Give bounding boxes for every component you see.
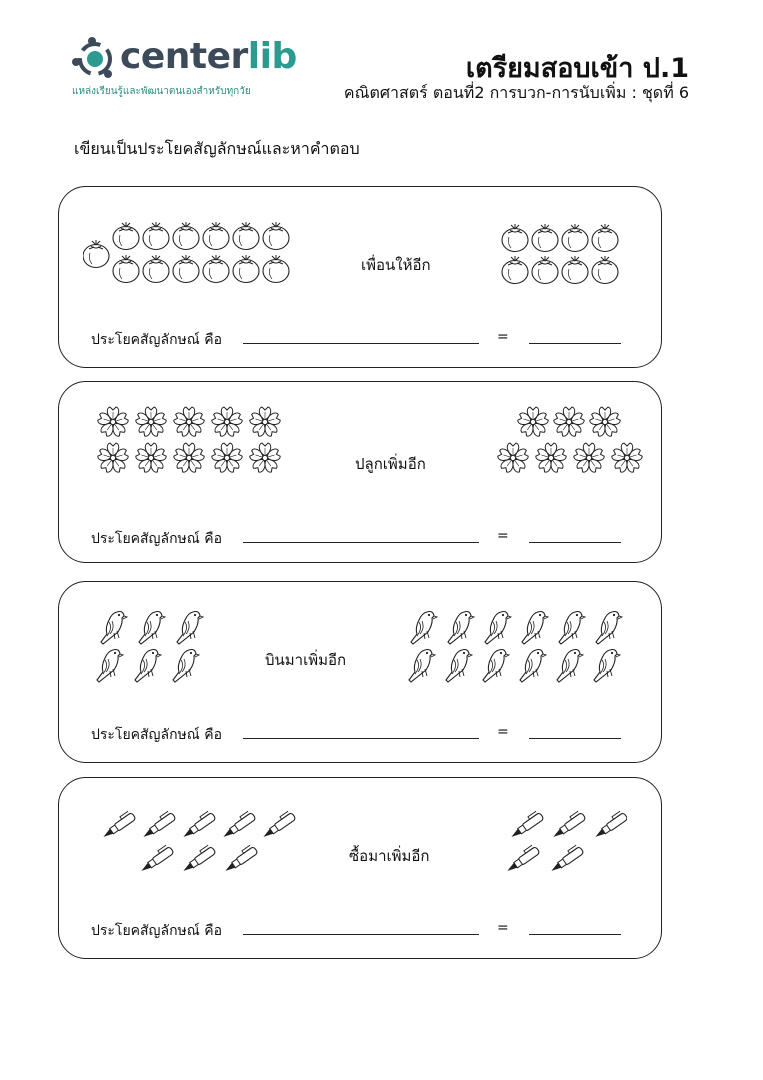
bird-icon <box>446 650 472 683</box>
problem-card-2 <box>58 381 662 563</box>
centerlib-logo <box>72 36 302 98</box>
left-item-group <box>93 402 293 478</box>
bird-icon <box>594 650 620 683</box>
page-subtitle: คณิตศาสตร์ ตอนที่2 การบวก-การนับเพิ่ม : ชุดที่ 6 <box>343 83 689 102</box>
answer-blank-sentence[interactable] <box>243 329 479 344</box>
logo-word-part2: lib <box>247 36 297 77</box>
tomato-icon <box>203 222 229 250</box>
tomato-icon <box>143 255 169 283</box>
bird-icon <box>97 650 123 683</box>
logo-icon <box>72 36 118 82</box>
pen-icon <box>137 844 174 874</box>
answer-blank-result[interactable] <box>529 329 621 344</box>
bird-icon <box>483 650 509 683</box>
problem-card-3 <box>58 581 662 763</box>
right-item-group <box>499 221 629 287</box>
pen-icon <box>219 810 256 840</box>
tomato-icon <box>502 224 528 252</box>
bird-icon <box>411 612 437 645</box>
bird-icon <box>557 650 583 683</box>
problem-phrase: เพื่อนให้อีก <box>361 256 431 274</box>
symbolic-sentence-label: ประโยคสัญลักษณ์ คือ <box>91 332 222 348</box>
equals-sign: = <box>497 920 509 936</box>
problem-card-1 <box>58 186 662 368</box>
equals-sign: = <box>497 528 509 544</box>
flower-icon <box>211 407 243 437</box>
pen-icon <box>139 810 176 840</box>
tomato-icon <box>532 224 558 252</box>
answer-blank-result[interactable] <box>529 724 621 739</box>
tomato-icon <box>143 222 169 250</box>
tomato-icon <box>263 222 289 250</box>
bird-icon <box>485 612 511 645</box>
bird-icon <box>173 650 199 683</box>
flower-icon <box>97 443 129 473</box>
logo-wordmark <box>120 34 297 80</box>
flower-icon <box>135 407 167 437</box>
symbolic-sentence-label: ประโยคสัญลักษณ์ คือ <box>91 727 222 743</box>
tomato-icon <box>83 240 109 268</box>
answer-blank-result[interactable] <box>529 920 621 935</box>
flower-icon <box>535 443 567 473</box>
tomato-icon <box>592 256 618 284</box>
bird-icon <box>135 650 161 683</box>
pen-icon <box>591 810 627 840</box>
right-item-group <box>401 602 631 688</box>
flower-icon <box>573 443 605 473</box>
problem-phrase: ซื้อมาเพิ่มอีก <box>349 847 430 865</box>
pen-icon <box>179 810 216 840</box>
tomato-icon <box>592 224 618 252</box>
bird-icon <box>520 650 546 683</box>
flower-icon <box>611 443 643 473</box>
pen-icon <box>221 844 258 874</box>
flower-icon <box>135 443 167 473</box>
logo-tagline: แหล่งเรียนรู้และพัฒนาตนเองสำหรับทุกวัย <box>72 86 251 97</box>
tomato-icon <box>562 224 588 252</box>
left-item-group <box>95 806 305 880</box>
flower-icon <box>211 443 243 473</box>
left-item-group <box>83 217 293 287</box>
tomato-icon <box>233 222 259 250</box>
pen-icon <box>179 844 216 874</box>
pen-icon <box>549 810 586 840</box>
symbolic-sentence-label: ประโยคสัญลักษณ์ คือ <box>91 923 222 939</box>
tomato-icon <box>532 256 558 284</box>
problem-phrase: ปลูกเพิ่มอีก <box>355 455 426 473</box>
pen-icon <box>503 844 540 874</box>
tomato-icon <box>562 256 588 284</box>
answer-blank-result[interactable] <box>529 528 621 543</box>
flower-icon <box>553 407 585 437</box>
pen-icon <box>259 810 296 840</box>
flower-icon <box>249 443 281 473</box>
equals-sign: = <box>497 724 509 740</box>
tomato-icon <box>263 255 289 283</box>
tomato-icon <box>502 256 528 284</box>
answer-blank-sentence[interactable] <box>243 528 479 543</box>
pen-icon <box>507 810 544 840</box>
bird-icon <box>409 650 435 683</box>
tomato-icon <box>203 255 229 283</box>
tomato-icon <box>113 222 139 250</box>
problem-card-4 <box>58 777 662 959</box>
problem-phrase: บินมาเพิ่มอีก <box>265 651 347 669</box>
bird-icon <box>448 612 474 645</box>
bird-icon <box>596 612 622 645</box>
logo-word-part1: center <box>120 36 248 77</box>
answer-blank-sentence[interactable] <box>243 724 479 739</box>
tomato-icon <box>233 255 259 283</box>
bird-icon <box>101 612 127 645</box>
flower-icon <box>589 407 621 437</box>
right-item-group <box>497 806 627 880</box>
bird-icon <box>559 612 585 645</box>
flower-icon <box>97 407 129 437</box>
right-item-group <box>495 402 645 478</box>
page-title: เตรียมสอบเข้า ป.1 <box>465 53 689 84</box>
flower-icon <box>173 407 205 437</box>
pen-icon <box>99 810 136 840</box>
flower-icon <box>173 443 205 473</box>
pen-icon <box>547 844 584 874</box>
bird-icon <box>522 612 548 645</box>
instruction-text: เขียนเป็นประโยคสัญลักษณ์และหาคำตอบ <box>74 139 360 158</box>
answer-blank-sentence[interactable] <box>243 920 479 935</box>
tomato-icon <box>173 255 199 283</box>
flower-icon <box>497 443 529 473</box>
tomato-icon <box>113 255 139 283</box>
tomato-icon <box>173 222 199 250</box>
left-item-group <box>89 602 209 688</box>
equals-sign: = <box>497 329 509 345</box>
bird-icon <box>139 612 165 645</box>
bird-icon <box>177 612 203 645</box>
symbolic-sentence-label: ประโยคสัญลักษณ์ คือ <box>91 531 222 547</box>
flower-icon <box>517 407 549 437</box>
flower-icon <box>249 407 281 437</box>
